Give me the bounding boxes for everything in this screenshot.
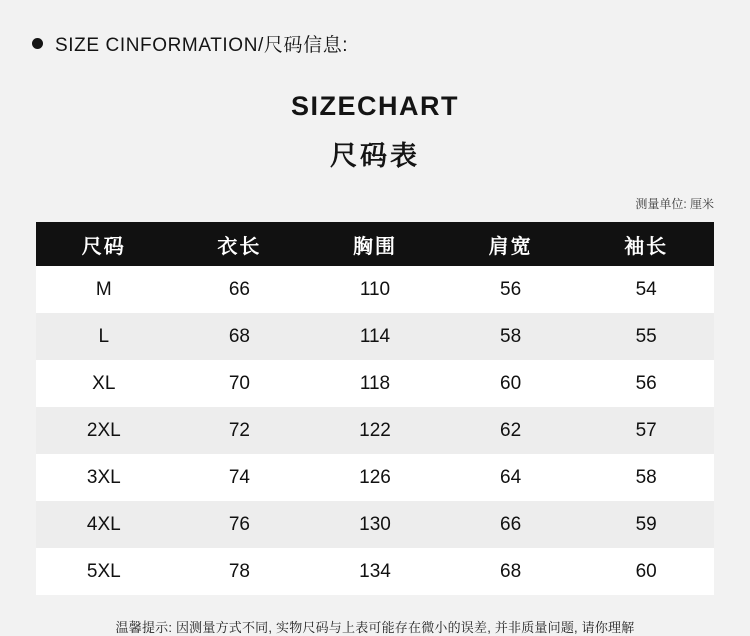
column-header-sleeve: 袖长	[578, 222, 714, 266]
cell-shoulder: 64	[443, 454, 579, 501]
cell-length: 70	[172, 360, 308, 407]
cell-sleeve: 55	[578, 313, 714, 360]
cell-sleeve: 60	[578, 548, 714, 595]
cell-shoulder: 66	[443, 501, 579, 548]
cell-bust: 122	[307, 407, 443, 454]
size-chart-table	[36, 222, 714, 595]
cell-size: 4XL	[36, 501, 172, 548]
cell-sleeve: 56	[578, 360, 714, 407]
table-row	[36, 266, 714, 313]
cell-size: 3XL	[36, 454, 172, 501]
column-header-length: 衣长	[172, 222, 308, 266]
cell-length: 74	[172, 454, 308, 501]
cell-bust: 114	[307, 313, 443, 360]
column-header-bust: 胸围	[307, 222, 443, 266]
cell-bust: 110	[307, 266, 443, 313]
table-row	[36, 407, 714, 454]
cell-length: 66	[172, 266, 308, 313]
section-header-label: SIZE CINFORMATION/尺码信息:	[55, 35, 349, 56]
page-title-english: SIZECHART	[291, 91, 459, 121]
table-body	[36, 266, 714, 595]
cell-size: XL	[36, 360, 172, 407]
table-row	[36, 501, 714, 548]
cell-length: 72	[172, 407, 308, 454]
table-header-row	[36, 222, 714, 266]
column-header-shoulder: 肩宽	[443, 222, 579, 266]
cell-shoulder: 58	[443, 313, 579, 360]
table-row	[36, 313, 714, 360]
cell-sleeve: 58	[578, 454, 714, 501]
table-row	[36, 548, 714, 595]
cell-size: 2XL	[36, 407, 172, 454]
cell-shoulder: 56	[443, 266, 579, 313]
measurement-disclaimer: 温馨提示: 因测量方式不同, 实物尺码与上表可能存在微小的误差, 并非质量问题, 请你理解	[115, 620, 635, 635]
cell-sleeve: 57	[578, 407, 714, 454]
cell-bust: 130	[307, 501, 443, 548]
column-header-size: 尺码	[36, 222, 172, 266]
cell-sleeve: 54	[578, 266, 714, 313]
cell-shoulder: 68	[443, 548, 579, 595]
cell-bust: 118	[307, 360, 443, 407]
table-row	[36, 360, 714, 407]
table-header	[36, 222, 714, 266]
cell-length: 68	[172, 313, 308, 360]
cell-shoulder: 62	[443, 407, 579, 454]
cell-bust: 126	[307, 454, 443, 501]
cell-sleeve: 59	[578, 501, 714, 548]
cell-bust: 134	[307, 548, 443, 595]
cell-size: 5XL	[36, 548, 172, 595]
cell-length: 78	[172, 548, 308, 595]
cell-length: 76	[172, 501, 308, 548]
table-row	[36, 454, 714, 501]
section-header	[0, 0, 750, 57]
measurement-unit-note: 测量单位: 厘米	[635, 197, 714, 211]
page-title-chinese: 尺码表	[330, 141, 420, 171]
cell-size: L	[36, 313, 172, 360]
cell-size: M	[36, 266, 172, 313]
cell-shoulder: 60	[443, 360, 579, 407]
size-chart-table-wrapper	[36, 222, 714, 595]
bullet-dot-icon	[32, 38, 43, 49]
